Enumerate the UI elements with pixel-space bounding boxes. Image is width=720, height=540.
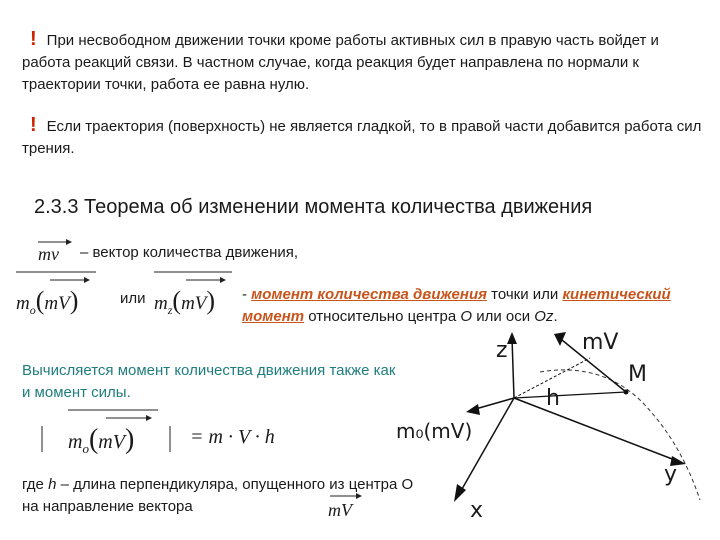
def-mid2: относительно центра — [308, 308, 457, 325]
mv-formula-text: mv — [38, 244, 59, 264]
def-mid1: точки или — [491, 286, 559, 303]
axis-y-label: y — [664, 462, 678, 487]
h-figure-label: h — [546, 386, 560, 411]
where-desc: – длина перпендикуляра, опущенного из центра О на направление вектора — [22, 476, 414, 515]
point-m-label: M — [628, 362, 647, 387]
axis-x-label: x — [470, 498, 484, 523]
mag-sub: o — [82, 441, 89, 456]
mv-figure-label: mV — [582, 330, 619, 355]
mo-figure-label: m₀(mV) — [396, 419, 473, 443]
mv-description: – вектор количества движения, — [80, 244, 299, 261]
mo-m: m — [16, 293, 30, 314]
section-heading: 2.3.3 Теорема об изменении момента количества движения — [34, 196, 593, 218]
mz-sub: z — [167, 302, 173, 317]
mo-arg: mV — [44, 293, 70, 314]
note-2-text: Если траектория (поверхность) не является гладкой, то в правой части добавится работа сил трения. — [22, 118, 702, 157]
exclamation-mark: ! — [30, 28, 37, 50]
mo-sub: o — [29, 302, 36, 317]
def-dash: - — [242, 286, 247, 303]
def-axis-prefix: оси — [505, 308, 531, 325]
def-axis: Oz — [534, 308, 554, 325]
mag-arg: mV — [98, 431, 125, 453]
def-center: O — [460, 308, 473, 325]
term-kinetic-moment: кинетический момент — [242, 286, 671, 325]
or-text: или — [120, 290, 146, 307]
mz-arg: mV — [181, 293, 207, 314]
mo-formula: $m_o(mV)$ — [16, 286, 79, 317]
compute-note: Вычисляется момент количества движения также как и момент силы. — [22, 362, 396, 401]
mz-m: m — [154, 293, 168, 314]
term-angular-momentum: момент количества движения — [251, 286, 487, 303]
coordinate-axes — [454, 332, 686, 502]
magnitude-rhs: = m · V · h — [190, 426, 275, 448]
magnitude-formula: $m_o(mV)$ — [68, 424, 135, 456]
def-end: . — [553, 308, 558, 325]
where-h: h — [48, 476, 57, 493]
exclamation-mark: ! — [30, 114, 37, 136]
where-prefix: где — [22, 476, 44, 493]
note-1-text: При несвободном движении точки кроме работы активных сил в правую часть войдет и работа реакций связи. В частном случае, когда реакция будет направлена по нормали к траектории точки, работа ее равна нулю. — [22, 32, 659, 93]
where-vec: mV — [328, 500, 352, 520]
mz-formula: $m_z(mV)$ — [154, 286, 216, 317]
mag-m: m — [68, 431, 83, 453]
axis-z-label: z — [496, 338, 508, 363]
def-mid3: или — [476, 308, 502, 325]
